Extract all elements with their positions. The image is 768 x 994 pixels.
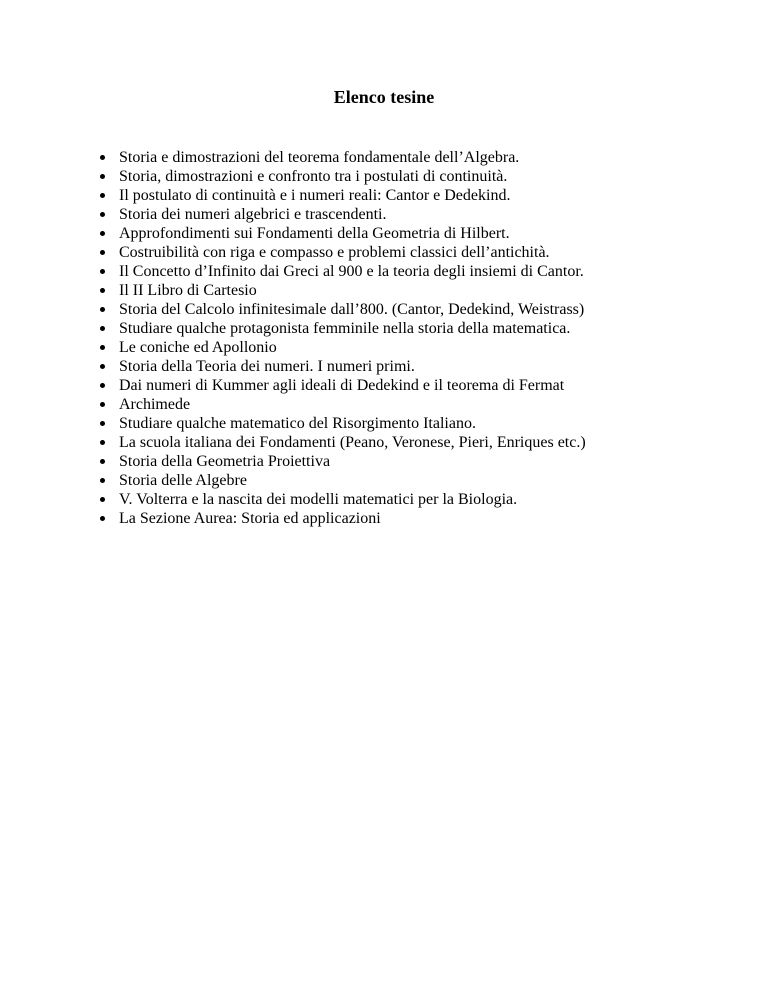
- topic-text: Studiare qualche protagonista femminile nella storia della matematica.: [119, 320, 571, 337]
- topic-item: [100, 281, 740, 300]
- topic-item: [100, 224, 740, 243]
- topic-item: [100, 395, 740, 414]
- topic-text: Approfondimenti sui Fondamenti della Geometria di Hilbert.: [119, 225, 510, 242]
- topic-item: [100, 338, 740, 357]
- topic-text: Il postulato di continuità e i numeri reali: Cantor e Dedekind.: [119, 187, 511, 204]
- bullet-icon: [100, 288, 105, 293]
- topic-item: [100, 319, 740, 338]
- topic-text: Le coniche ed Apollonio: [119, 339, 277, 356]
- topic-item: [100, 509, 740, 528]
- bullet-icon: [100, 250, 105, 255]
- topic-item: [100, 262, 740, 281]
- bullet-icon: [100, 326, 105, 331]
- topic-text: Il Concetto d’Infinito dai Greci al 900 e la teoria degli insiemi di Cantor.: [119, 263, 584, 280]
- topic-item: [100, 433, 740, 452]
- topic-text: Storia delle Algebre: [119, 472, 247, 489]
- bullet-icon: [100, 364, 105, 369]
- topic-text: Studiare qualche matematico del Risorgimento Italiano.: [119, 415, 476, 432]
- topic-item: [100, 167, 740, 186]
- topic-text: Costruibilità con riga e compasso e problemi classici dell’antichità.: [119, 244, 550, 261]
- topic-text: La Sezione Aurea: Storia ed applicazioni: [119, 510, 381, 527]
- topic-item: [100, 490, 740, 509]
- topic-item: [100, 243, 740, 262]
- bullet-icon: [100, 231, 105, 236]
- bullet-icon: [100, 497, 105, 502]
- topic-text: Storia della Geometria Proiettiva: [119, 453, 331, 470]
- topic-text: La scuola italiana dei Fondamenti (Peano, Veronese, Pieri, Enriques etc.): [119, 434, 586, 451]
- bullet-icon: [100, 516, 105, 521]
- bullet-icon: [100, 440, 105, 445]
- bullet-icon: [100, 174, 105, 179]
- topic-item: [100, 357, 740, 376]
- topic-item: [100, 471, 740, 490]
- topic-text: V. Volterra e la nascita dei modelli matematici per la Biologia.: [119, 491, 518, 508]
- topic-text: Storia della Teoria dei numeri. I numeri primi.: [119, 358, 415, 375]
- bullet-icon: [100, 193, 105, 198]
- topic-text: Storia del Calcolo infinitesimale dall’800. (Cantor, Dedekind, Weistrass): [119, 301, 585, 318]
- topic-item: [100, 205, 740, 224]
- topic-text: Storia, dimostrazioni e confronto tra i postulati di continuità.: [119, 168, 508, 185]
- bullet-icon: [100, 383, 105, 388]
- bullet-icon: [100, 421, 105, 426]
- topic-item: [100, 300, 740, 319]
- topic-text: Storia e dimostrazioni del teorema fondamentale dell’Algebra.: [119, 149, 520, 166]
- bullet-icon: [100, 307, 105, 312]
- topic-item: [100, 414, 740, 433]
- bullet-icon: [100, 269, 105, 274]
- topic-item: [100, 148, 740, 167]
- bullet-icon: [100, 155, 105, 160]
- topic-text: Il II Libro di Cartesio: [119, 282, 257, 299]
- topic-text: Archimede: [119, 396, 191, 413]
- bullet-icon: [100, 345, 105, 350]
- page-title: Elenco tesine: [333, 87, 435, 107]
- bullet-icon: [100, 212, 105, 217]
- bullet-icon: [100, 402, 105, 407]
- topic-item: [100, 376, 740, 395]
- topic-text: Storia dei numeri algebrici e trascendenti.: [119, 206, 387, 223]
- topic-item: [100, 186, 740, 205]
- bullet-icon: [100, 478, 105, 483]
- topic-text: Dai numeri di Kummer agli ideali di Dedekind e il teorema di Fermat: [119, 377, 565, 394]
- bullet-icon: [100, 459, 105, 464]
- topic-list: [100, 148, 740, 528]
- topic-item: [100, 452, 740, 471]
